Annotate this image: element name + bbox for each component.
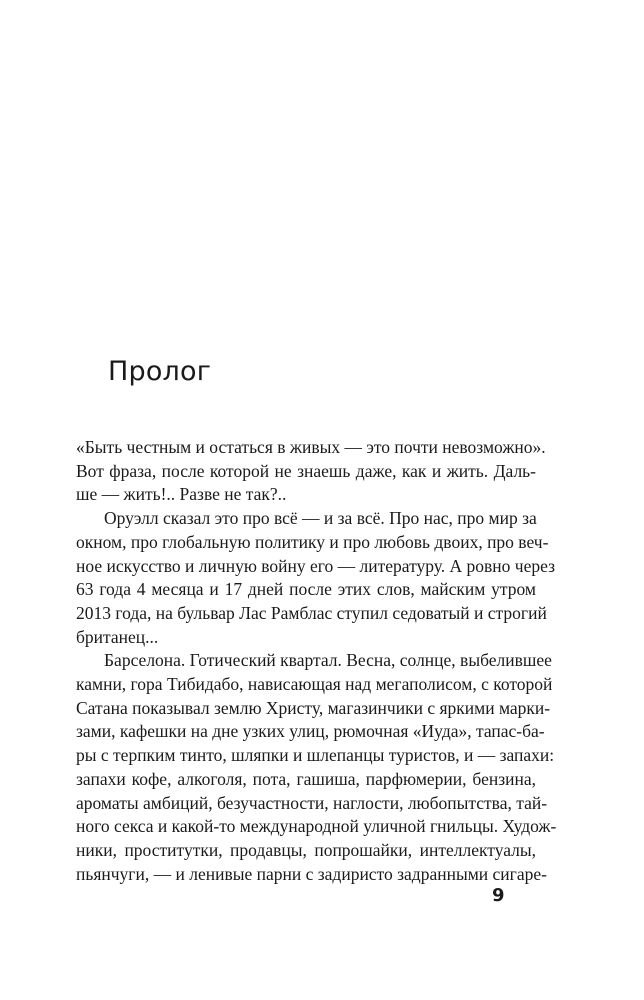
text-line: пьянчуги, — и ленивые парни с задиристо задранными сигаре-	[76, 863, 547, 884]
paragraph-3	[76, 649, 557, 886]
text-line: зами, кафешки на дне узких улиц, рюмочная «Иуда», тапас-ба-	[76, 721, 545, 742]
text-line: 63 года 4 месяца и 17 дней после этих слов, майским утром	[76, 579, 536, 600]
page-number: 9	[492, 885, 505, 906]
text-line: 2013 года, на бульвар Лас Рамблас ступил седоватый и строгий	[76, 602, 547, 623]
text-line: ного секса и какой-то международной уличной гнильцы. Худож-	[76, 816, 557, 837]
paragraph-1	[76, 436, 546, 507]
text-line: окном, про глобальную политику и про любовь двоих, про веч-	[76, 531, 549, 552]
text-line: ное искусство и личную войну его — литературу. А ровно через	[76, 555, 556, 576]
text-line: камни, гора Тибидабо, нависающая над мегаполисом, с которой	[76, 674, 553, 695]
text-line: запахи кофе, алкоголя, пота, гашиша, парфюмерии, бензина,	[76, 768, 536, 789]
paragraph-2	[76, 507, 556, 649]
text-line: Оруэлл сказал это про всё — и за всё. Про нас, про мир за	[104, 508, 537, 529]
text-line: ники, проститутки, продавцы, попрошайки, интеллектуалы,	[76, 839, 536, 860]
text-line: Барселона. Готический квартал. Весна, солнце, выбелившее	[104, 650, 552, 671]
text-line: ше — жить!.. Разве не так?..	[76, 484, 287, 505]
chapter-title: Пролог	[108, 356, 212, 387]
text-line: ароматы амбиций, безучастности, наглости, любопытства, тай-	[76, 792, 548, 813]
text-line: ры с терпким тинто, шляпки и шлепанцы туристов, и — запахи:	[76, 745, 555, 766]
body-text	[76, 436, 557, 886]
text-line: Вот фраза, после которой не знаешь даже, как и жить. Даль-	[76, 460, 536, 481]
text-line: Сатана показывал землю Христу, магазинчики с яркими марки-	[76, 697, 551, 718]
text-line: британец...	[76, 626, 159, 647]
text-line: «Быть честным и остаться в живых — это почти невозможно».	[76, 437, 546, 457]
